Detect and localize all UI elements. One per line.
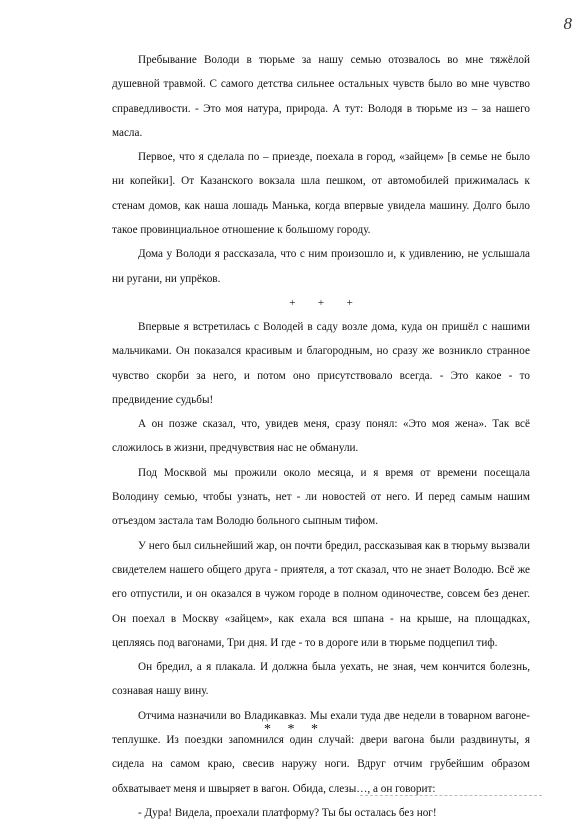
paragraph: А он позже сказал, что, увидев меня, сразу понял: «Это моя жена». Так всё сложилось в жизни, предчувствия нас не обманули. (112, 418, 530, 455)
section-separator-star (0, 722, 582, 738)
paragraph: Пребывание Володи в тюрьме за нашу семью отозвалось во мне тяжёлой душевной травмой. С самого детства сильнее остальных чувств было во мне чувство справедливости. - Это моя натура, природа. А тут: Володя в тюрьме из – за нашего масла. (112, 54, 530, 139)
separator-mark: * (287, 722, 295, 737)
paragraph: Он бредил, а я плакала. И должна была уехать, не зная, чем кончится болезнь, сознавая нашу вину. (112, 661, 530, 698)
separator-mark: + (289, 296, 296, 309)
paragraph: Дома у Володи я рассказала, что с ним произошло и, к удивлению, не услышала ни ругани, ни упрёков. (112, 248, 530, 285)
separator-mark: * (264, 722, 271, 737)
paragraph: У него был сильнейший жар, он почти бредил, рассказывая как в тюрьму вызвали свидетелем нашего общего друга - приятеля, а тот сказал, что не знает Володю. Всё же его отпустили, и он оказался в чужом городе в полном одиночестве, совсем без денег. Он поехал в Москву «зайцем», как ехала вся шпана - на крыше, на площадках, цепляясь под вагонами, Три дня. И где - то в дороге или в тюрьме подцепил тиф. (112, 539, 530, 649)
page-number: 8 (563, 14, 572, 33)
section-separator-plus (112, 291, 530, 315)
paragraph: Отчима назначили во Владикавказ. Мы ехали туда две недели в товарном вагоне-теплушке. Из поездки запомнился один случай: двери вагона были раздвинуты, я сидела на самом краю, свесив наружу ноги. Вдруг отчим грубейшим образом обхватывает меня и швыряет в вагон. Обида, слезы…, а он говорит: (112, 709, 530, 795)
paragraph: - Дура! Видела, проехали платформу? Ты бы осталась без ног! (138, 806, 437, 819)
separator-mark: + (317, 296, 325, 309)
separator-mark: + (346, 296, 353, 309)
scan-edge-mark (360, 794, 542, 796)
separator-mark: * (311, 722, 318, 737)
document-body (112, 48, 530, 825)
paragraph: Под Москвой мы прожили около месяца, и я время от времени посещала Володину семью, чтобы узнать, нет - ли новостей от него. И перед самым нашим отъездом застала там Володю больного сыпным тифом. (112, 466, 530, 528)
paragraph: Впервые я встретилась с Володей в саду возле дома, куда он пришёл с нашими мальчиками. Он показался красивым и благородным, но сразу же возникло странное чувство скорби за него, и потом оно присутствовало всегда. - Это какое - то предвидение судьбы! (112, 320, 530, 406)
paragraph: Первое, что я сделала по – приезде, поехала в город, «зайцем» [в семье не было ни копейки]. От Казанского вокзала шла пешком, от автомобилей прижималась к стенам домов, как наша лошадь Манька, когда впервые увидела машину. Долго было такое провинциальное отношение к большому городу. (112, 151, 530, 237)
